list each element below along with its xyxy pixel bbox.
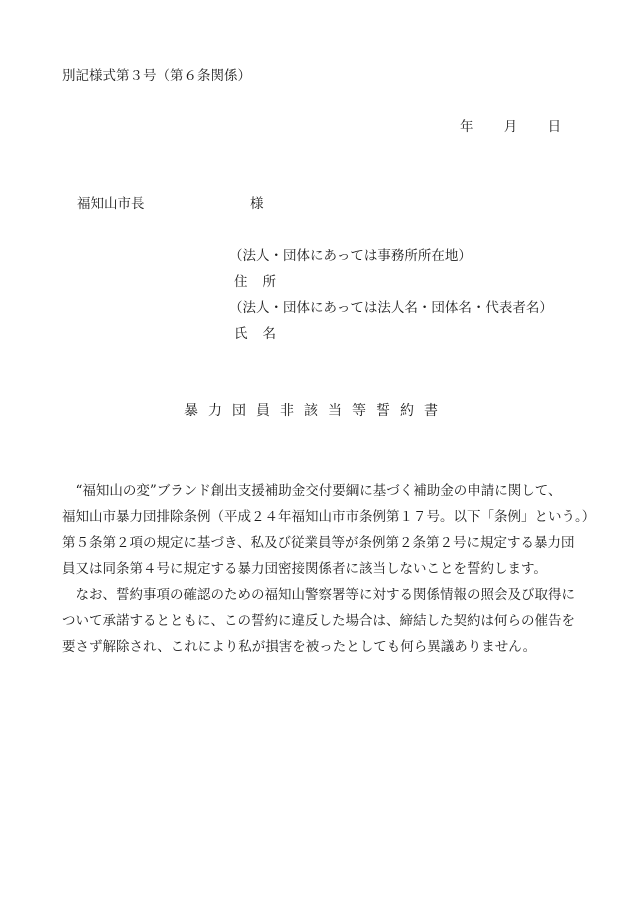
addressee-honorific: 様 bbox=[250, 196, 264, 212]
document-title: 暴力団員非該当等誓約書 bbox=[184, 403, 448, 419]
address-note: （法人・団体にあっては事務所所在地） bbox=[229, 248, 472, 264]
form-number: 別記様式第３号（第６条関係） bbox=[62, 68, 251, 84]
body-line: 要さず解除され、これにより私が損害を被ったとしても何ら異議ありません。 bbox=[62, 639, 537, 655]
body-line: なお、誓約事項の確認のための福知山警察署等に対する関係情報の照会及び取得に bbox=[62, 587, 575, 603]
addressee bbox=[77, 192, 264, 212]
addressee-name: 福知山市長 bbox=[77, 196, 145, 212]
body-line: 福知山市暴力団排除条例（平成２４年福知山市市条例第１７号。以下「条例」という。） bbox=[62, 509, 596, 525]
name-note: （法人・団体にあっては法人名・団体名・代表者名） bbox=[229, 300, 553, 316]
date-month-label: 月 bbox=[503, 119, 518, 135]
pledge-body bbox=[62, 478, 596, 660]
date-day-label: 日 bbox=[547, 119, 562, 135]
date-line bbox=[460, 115, 561, 135]
body-line: 員又は同条第４号に規定する暴力団密接関係者に該当しないことを誓約します。 bbox=[62, 561, 547, 577]
body-line: 第５条第２項の規定に基づき、私及び従業員等が条例第２条第２号に規定する暴力団 bbox=[62, 535, 575, 551]
address-label: 住所 bbox=[234, 274, 291, 290]
body-line: ついて承諾するとともに、この誓約に違反した場合は、締結した契約は何らの催告を bbox=[62, 613, 575, 629]
date-year-label: 年 bbox=[460, 119, 474, 135]
body-line: “福知山の変”ブランド創出支援補助金交付要綱に基づく補助金の申請に関して、 bbox=[62, 483, 562, 499]
name-label: 氏名 bbox=[234, 326, 291, 342]
